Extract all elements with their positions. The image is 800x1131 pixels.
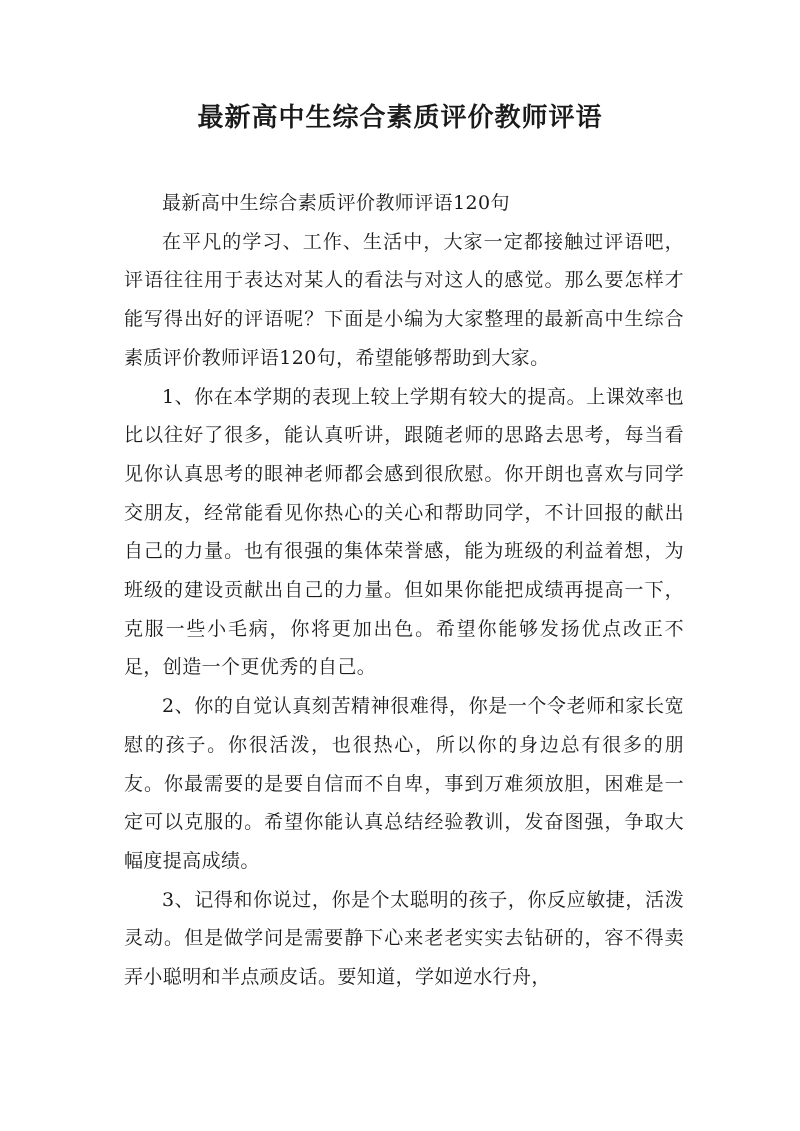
intro-paragraph: 在平凡的学习、工作、生活中，大家一定都接触过评语吧，评语往往用于表达对某人的看法与对这人的感觉。那么要怎样才能写得出好的评语呢？下面是小编为大家整理的最新高中生综合素质评价教师评语120句，希望能够帮助到大家。 (124, 230, 684, 369)
comment-paragraph-2: 2、你的自觉认真刻苦精神很难得，你是一个令老师和家长宽慰的孩子。你很活泼，也很热心，所以你的身边总有很多的朋友。你最需要的是要自信而不自卑，事到万难须放胆，困难是一定可以克服的。希望你能认真总结经验教训，发奋图强，争取大幅度提高成绩。 (124, 695, 684, 872)
comment-paragraph-3: 3、记得和你说过，你是个太聪明的孩子，你反应敏捷，活泼灵动。但是做学问是需要静下心来老老实实去钻研的，容不得卖弄小聪明和半点顽皮话。要知道，学如逆水行舟， (124, 888, 684, 989)
comment-paragraph-1: 1、你在本学期的表现上较上学期有较大的提高。上课效率也比以往好了很多，能认真听讲，跟随老师的思路去思考，每当看见你认真思考的眼神老师都会感到很欣慰。你开朗也喜欢与同学交朋友，经常能看见你热心的关心和帮助同学，不计回报的献出自己的力量。也有很强的集体荣誉感，能为班级的利益着想，为班级的建设贡献出自己的力量。但如果你能把成绩再提高一下，克服一些小毛病，你将更加出色。希望你能够发扬优点改正不足，创造一个更优秀的自己。 (124, 385, 684, 679)
subtitle-paragraph: 最新高中生综合素质评价教师评语120句 (162, 192, 510, 214)
document-title: 最新高中生综合素质评价教师评语 (197, 103, 603, 133)
document-body (124, 184, 684, 997)
